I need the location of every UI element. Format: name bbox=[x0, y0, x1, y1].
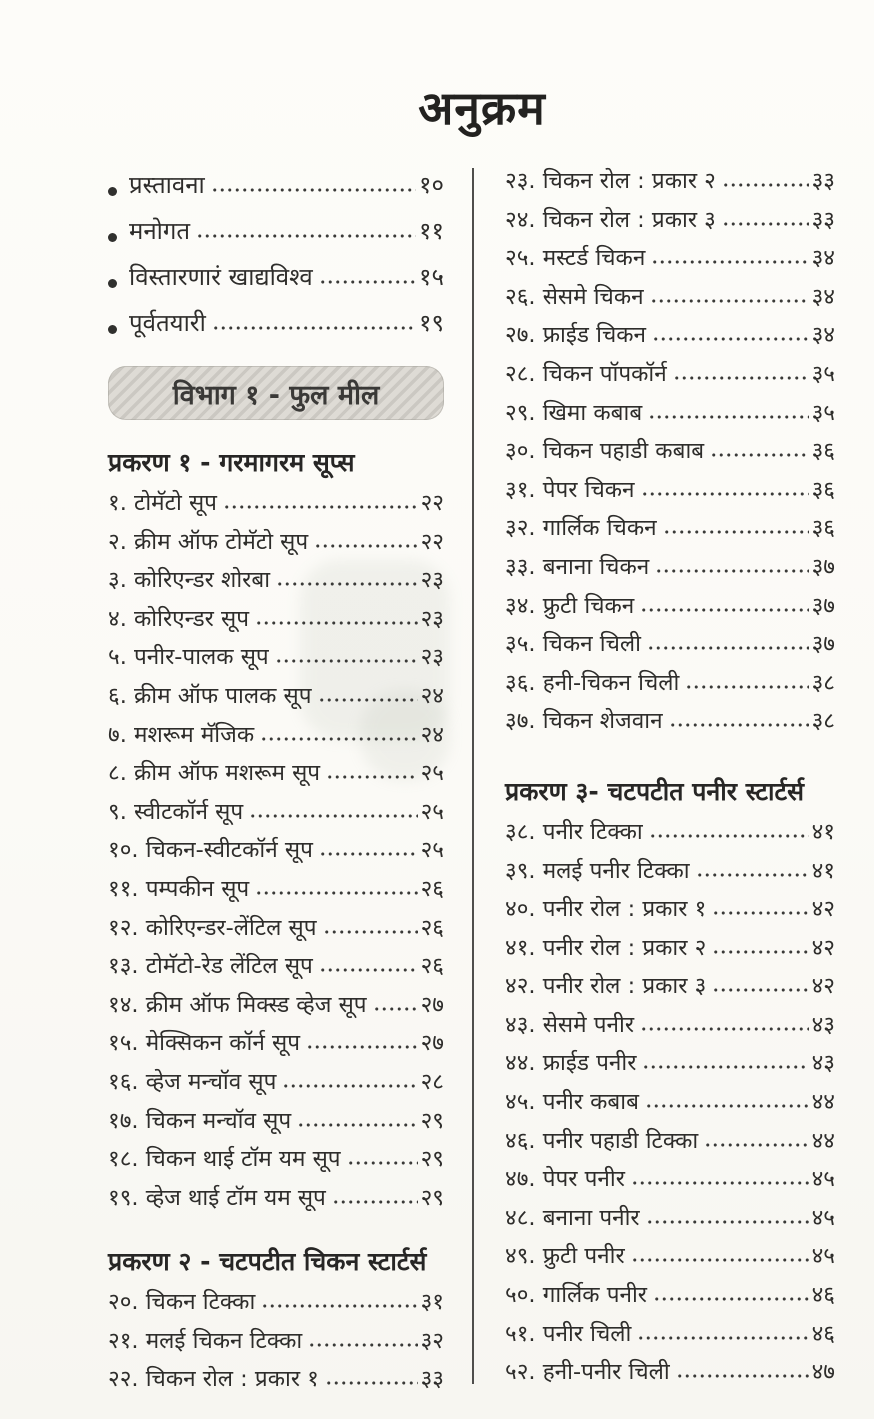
toc-item bbox=[505, 396, 835, 435]
item-label: ३४. फ्रुटी चिकन bbox=[505, 592, 635, 619]
dot-leader bbox=[704, 1142, 808, 1148]
toc-item bbox=[108, 1181, 444, 1220]
dot-leader bbox=[319, 967, 418, 973]
dot-leader bbox=[663, 529, 809, 535]
item-label: ३. कोरिएन्डर शोरबा bbox=[108, 567, 271, 594]
page-number: २३ bbox=[420, 567, 444, 594]
item-label: २७. फ्राईड चिकन bbox=[505, 322, 646, 349]
page-number: २६ bbox=[420, 875, 444, 902]
front-matter-item bbox=[108, 306, 444, 352]
dot-leader bbox=[319, 279, 416, 285]
toc-item bbox=[108, 1324, 444, 1363]
item-label: ३३. बनाना चिकन bbox=[505, 553, 650, 580]
page-number: २५ bbox=[420, 760, 444, 787]
page-number: ४२ bbox=[811, 896, 835, 923]
page-number: ४६ bbox=[811, 1282, 835, 1309]
toc-item bbox=[505, 318, 835, 357]
dot-leader bbox=[669, 722, 809, 728]
dot-leader bbox=[652, 336, 809, 342]
toc-item bbox=[505, 1085, 835, 1124]
toc-item bbox=[505, 815, 835, 854]
front-matter-item bbox=[108, 214, 444, 260]
item-label: १७. चिकन मन्चॉव सूप bbox=[108, 1107, 292, 1134]
page-number: ३१ bbox=[420, 1289, 444, 1316]
left-column bbox=[108, 168, 444, 1401]
item-label: मनोगत bbox=[129, 217, 191, 245]
item-label: ४. कोरिएन्डर सूप bbox=[108, 605, 250, 632]
toc-item bbox=[505, 1162, 835, 1201]
page-number: २३ bbox=[420, 644, 444, 671]
item-label: १६. व्हेज मन्चॉव सूप bbox=[108, 1068, 277, 1095]
page-number: ४४ bbox=[811, 1127, 835, 1154]
dot-leader bbox=[282, 1083, 417, 1089]
dot-leader bbox=[347, 1160, 418, 1166]
page-number: १० bbox=[419, 171, 444, 199]
page-number: २८ bbox=[420, 1068, 444, 1095]
toc-item bbox=[108, 1026, 444, 1065]
page-number: ११ bbox=[419, 217, 444, 245]
page-number: २३ bbox=[420, 605, 444, 632]
item-label: ५०. गार्लिक पनीर bbox=[505, 1282, 648, 1309]
page-number: ४१ bbox=[811, 818, 835, 845]
dot-leader bbox=[673, 375, 809, 381]
toc-item bbox=[108, 988, 444, 1027]
page-number: ३५ bbox=[811, 399, 835, 426]
item-label: ३२. गार्लिक चिकन bbox=[505, 515, 657, 542]
toc-item bbox=[108, 795, 444, 834]
page-title: अनुक्रम bbox=[418, 81, 546, 135]
toc-item bbox=[505, 589, 835, 628]
toc-item bbox=[108, 563, 444, 602]
toc-item bbox=[505, 1278, 835, 1317]
page-number: ४३ bbox=[811, 1050, 835, 1077]
item-label: ७. मशरूम मॅजिक bbox=[108, 721, 255, 748]
chapter1-heading: प्रकरण १ - गरमागरम सूप्स bbox=[108, 448, 355, 477]
dot-leader bbox=[712, 910, 808, 916]
dot-leader bbox=[640, 607, 808, 613]
item-label: ५. पनीर-पालक सूप bbox=[108, 644, 269, 671]
dot-leader bbox=[653, 1296, 809, 1302]
dot-leader bbox=[319, 851, 418, 857]
toc-item bbox=[505, 1239, 835, 1278]
toc-item bbox=[505, 280, 835, 319]
chapter2-continued-list bbox=[505, 164, 835, 743]
toc-item bbox=[505, 666, 835, 705]
page-number: २९ bbox=[420, 1146, 444, 1173]
item-label: १५. मेक्सिकन कॉर्न सूप bbox=[108, 1030, 300, 1057]
item-label: १३. टोमॅटो-रेड लेंटिल सूप bbox=[108, 953, 313, 980]
item-label: २०. चिकन टिक्का bbox=[108, 1289, 256, 1316]
page-number: ४५ bbox=[811, 1204, 835, 1231]
toc-item bbox=[108, 486, 444, 525]
dot-leader bbox=[712, 987, 808, 993]
item-label: ४४. फ्राईड पनीर bbox=[505, 1050, 637, 1077]
item-label: ३६. हनी-चिकन चिली bbox=[505, 669, 680, 696]
section-banner-label: विभाग १ - फुल मील bbox=[172, 379, 380, 411]
page-number: ४५ bbox=[811, 1243, 835, 1270]
toc-item bbox=[505, 892, 835, 931]
chapter3-list bbox=[505, 815, 835, 1394]
dot-leader bbox=[712, 949, 808, 955]
page-number: ३७ bbox=[811, 553, 835, 580]
item-label: ६. क्रीम ऑफ पालक सूप bbox=[108, 682, 312, 709]
front-matter-list bbox=[108, 168, 444, 352]
front-matter-item bbox=[108, 168, 444, 214]
bullet-icon bbox=[108, 187, 117, 196]
item-label: ५१. पनीर चिली bbox=[505, 1320, 632, 1347]
item-label: ४३. सेसमे पनीर bbox=[505, 1011, 635, 1038]
item-label: २९. खिमा कबाब bbox=[505, 399, 643, 426]
toc-item bbox=[108, 1285, 444, 1324]
toc-item bbox=[505, 1201, 835, 1240]
toc-item bbox=[505, 550, 835, 589]
toc-item bbox=[108, 949, 444, 988]
chapter2-heading: प्रकरण २ - चटपटीत चिकन स्टार्टर्स bbox=[108, 1247, 427, 1277]
dot-leader bbox=[275, 658, 418, 664]
column-divider bbox=[472, 168, 474, 1384]
dot-leader bbox=[646, 1219, 809, 1225]
toc-item bbox=[505, 241, 835, 280]
item-label: ४५. पनीर कबाब bbox=[505, 1089, 639, 1116]
dot-leader bbox=[655, 568, 808, 574]
dot-leader bbox=[710, 452, 808, 458]
dot-leader bbox=[649, 833, 809, 839]
page-number: ४४ bbox=[811, 1089, 835, 1116]
item-label: ३१. पेपर चिकन bbox=[505, 476, 635, 503]
page-number: २४ bbox=[420, 721, 444, 748]
dot-leader bbox=[640, 1026, 809, 1032]
page-number: २५ bbox=[420, 798, 444, 825]
chapter2-list bbox=[108, 1285, 444, 1401]
item-label: २२. चिकन रोल : प्रकार १ bbox=[108, 1366, 319, 1393]
item-label: १८. चिकन थाई टॉम यम सूप bbox=[108, 1146, 341, 1173]
page-number: २९ bbox=[420, 1107, 444, 1134]
dot-leader bbox=[260, 736, 417, 742]
page-number: ३५ bbox=[811, 360, 835, 387]
toc-item bbox=[505, 1046, 835, 1085]
item-label: ४९. फ्रुटी पनीर bbox=[505, 1243, 625, 1270]
item-label: १. टोमॅटो सूप bbox=[108, 490, 217, 516]
toc-item bbox=[505, 1008, 835, 1047]
toc-item bbox=[505, 969, 835, 1008]
item-label: ४२. पनीर रोल : प्रकार ३ bbox=[505, 973, 707, 1000]
toc-item bbox=[108, 756, 444, 795]
page-number: ३७ bbox=[811, 631, 835, 658]
toc-item bbox=[108, 1362, 444, 1401]
toc-item bbox=[108, 640, 444, 679]
item-label: २६. सेसमे चिकन bbox=[505, 283, 644, 310]
toc-item bbox=[505, 1317, 835, 1356]
page-number: ३३ bbox=[811, 168, 835, 194]
dot-leader bbox=[325, 1380, 418, 1386]
toc-item bbox=[505, 931, 835, 970]
toc-item bbox=[505, 511, 835, 550]
chapter1-list bbox=[108, 486, 444, 1219]
chapter3-heading: प्रकरण ३- चटपटीत पनीर स्टार्टर्स bbox=[505, 776, 804, 806]
toc-item bbox=[108, 872, 444, 911]
toc-item bbox=[108, 1065, 444, 1104]
toc-item bbox=[505, 704, 835, 743]
toc-item bbox=[108, 602, 444, 641]
page-number: ४२ bbox=[811, 934, 835, 961]
page-number: १५ bbox=[419, 263, 444, 291]
page-number: ३६ bbox=[811, 476, 835, 503]
dot-leader bbox=[637, 1335, 808, 1341]
item-label: १०. चिकन-स्वीटकॉर्न सूप bbox=[108, 837, 313, 864]
page-number: २७ bbox=[420, 1030, 444, 1057]
front-matter-item bbox=[108, 260, 444, 306]
page-number: ३६ bbox=[811, 515, 835, 542]
bullet-icon bbox=[108, 279, 117, 288]
item-label: १९. व्हेज थाई टॉम यम सूप bbox=[108, 1184, 326, 1211]
page-number: २६ bbox=[420, 914, 444, 941]
page-number: ३८ bbox=[811, 708, 835, 735]
page-number: ४१ bbox=[811, 857, 835, 884]
page-number: ३६ bbox=[811, 438, 835, 465]
page-number: ४२ bbox=[811, 973, 835, 1000]
page-number: २२ bbox=[420, 528, 444, 555]
dot-leader bbox=[306, 1044, 418, 1050]
page-number: २२ bbox=[420, 490, 444, 516]
toc-item bbox=[505, 627, 835, 666]
toc-item bbox=[505, 164, 835, 203]
item-label: २८. चिकन पॉपकॉर्न bbox=[505, 360, 667, 387]
page-number: २९ bbox=[420, 1184, 444, 1211]
dot-leader bbox=[314, 543, 417, 549]
item-label: १२. कोरिएन्डर-लेंटिल सूप bbox=[108, 914, 317, 941]
page-number: ३७ bbox=[811, 592, 835, 619]
page-number: ४७ bbox=[811, 1359, 835, 1386]
dot-leader bbox=[650, 298, 809, 304]
item-label: ५२. हनी-पनीर चिली bbox=[505, 1359, 670, 1386]
item-label: ४६. पनीर पहाडी टिक्का bbox=[505, 1127, 699, 1154]
item-label: पूर्वतयारी bbox=[129, 309, 206, 337]
dot-leader bbox=[332, 1199, 418, 1205]
dot-leader bbox=[651, 259, 808, 265]
item-label: १४. क्रीम ऑफ मिक्स्ड व्हेज सूप bbox=[108, 991, 367, 1018]
item-label: ३५. चिकन चिली bbox=[505, 631, 641, 658]
item-label: २५. मस्टर्ड चिकन bbox=[505, 245, 646, 272]
dot-leader bbox=[308, 1342, 417, 1348]
item-label: ४०. पनीर रोल : प्रकार १ bbox=[505, 896, 707, 923]
toc-item bbox=[505, 473, 835, 512]
dot-leader bbox=[326, 774, 418, 780]
dot-leader bbox=[647, 645, 809, 651]
page-number: ३४ bbox=[811, 283, 835, 310]
item-label: ४८. बनाना पनीर bbox=[505, 1204, 640, 1231]
item-label: विस्तारणारं खाद्यविश्व bbox=[129, 263, 313, 291]
page-number: १९ bbox=[419, 309, 444, 337]
dot-leader bbox=[676, 1373, 809, 1379]
item-label: ३७. चिकन शेजवान bbox=[505, 708, 663, 735]
page-number: २५ bbox=[420, 837, 444, 864]
dot-leader bbox=[373, 1006, 418, 1012]
dot-leader bbox=[297, 1122, 417, 1128]
toc-item bbox=[505, 1124, 835, 1163]
dot-leader bbox=[722, 221, 809, 227]
item-label: ९. स्वीटकॉर्न सूप bbox=[108, 798, 244, 825]
toc-item bbox=[108, 679, 444, 718]
item-label: २१. मलई चिकन टिक्का bbox=[108, 1327, 303, 1354]
right-column bbox=[505, 164, 835, 1394]
toc-item bbox=[505, 434, 835, 473]
item-label: प्रस्तावना bbox=[129, 171, 205, 199]
dot-leader bbox=[255, 890, 417, 896]
bullet-icon bbox=[108, 233, 117, 242]
bullet-icon bbox=[108, 325, 117, 334]
section-banner bbox=[108, 366, 444, 420]
page-number: २७ bbox=[420, 991, 444, 1018]
page-number: २६ bbox=[420, 953, 444, 980]
dot-leader bbox=[276, 581, 418, 587]
page-number: ३४ bbox=[811, 245, 835, 272]
dot-leader bbox=[211, 187, 416, 193]
page-number: ३३ bbox=[420, 1366, 444, 1393]
page-number: ३८ bbox=[811, 669, 835, 696]
item-label: २३. चिकन रोल : प्रकार २ bbox=[505, 168, 716, 194]
toc-item bbox=[108, 833, 444, 872]
item-label: ३९. मलई पनीर टिक्का bbox=[505, 857, 690, 884]
item-label: ४७. पेपर पनीर bbox=[505, 1166, 625, 1193]
dot-leader bbox=[323, 929, 418, 935]
toc-item bbox=[108, 718, 444, 757]
page-number: ४५ bbox=[811, 1166, 835, 1193]
dot-leader bbox=[641, 491, 809, 497]
dot-leader bbox=[631, 1180, 809, 1186]
item-label: ३८. पनीर टिक्का bbox=[505, 818, 643, 845]
dot-leader bbox=[318, 697, 418, 703]
toc-item bbox=[505, 854, 835, 893]
dot-leader bbox=[645, 1103, 809, 1109]
toc-item bbox=[108, 1142, 444, 1181]
dot-leader bbox=[261, 1303, 417, 1309]
item-label: ३०. चिकन पहाडी कबाब bbox=[505, 438, 705, 465]
dot-leader bbox=[696, 872, 809, 878]
toc-item bbox=[505, 203, 835, 242]
dot-leader bbox=[196, 233, 416, 239]
dot-leader bbox=[648, 414, 808, 420]
dot-leader bbox=[722, 182, 809, 188]
toc-item bbox=[108, 525, 444, 564]
item-label: ११. पम्पकीन सूप bbox=[108, 875, 250, 902]
page-number: ४३ bbox=[811, 1011, 835, 1038]
toc-item bbox=[108, 1104, 444, 1143]
dot-leader bbox=[685, 684, 808, 690]
page-number: ३४ bbox=[811, 322, 835, 349]
page-number: ४६ bbox=[811, 1320, 835, 1347]
dot-leader bbox=[212, 325, 416, 331]
page-number: ३३ bbox=[811, 206, 835, 233]
dot-leader bbox=[223, 504, 418, 510]
item-label: ८. क्रीम ऑफ मशरूम सूप bbox=[108, 760, 321, 787]
item-label: २. क्रीम ऑफ टोमॅटो सूप bbox=[108, 528, 309, 555]
page-number: २४ bbox=[420, 682, 444, 709]
toc-item bbox=[108, 911, 444, 950]
item-label: २४. चिकन रोल : प्रकार ३ bbox=[505, 206, 716, 233]
dot-leader bbox=[642, 1064, 808, 1070]
page-number: ३२ bbox=[420, 1327, 444, 1354]
toc-item bbox=[505, 1355, 835, 1394]
item-label: ४१. पनीर रोल : प्रकार २ bbox=[505, 934, 707, 961]
dot-leader bbox=[255, 620, 418, 626]
dot-leader bbox=[631, 1257, 809, 1263]
toc-item bbox=[505, 357, 835, 396]
dot-leader bbox=[249, 813, 417, 819]
